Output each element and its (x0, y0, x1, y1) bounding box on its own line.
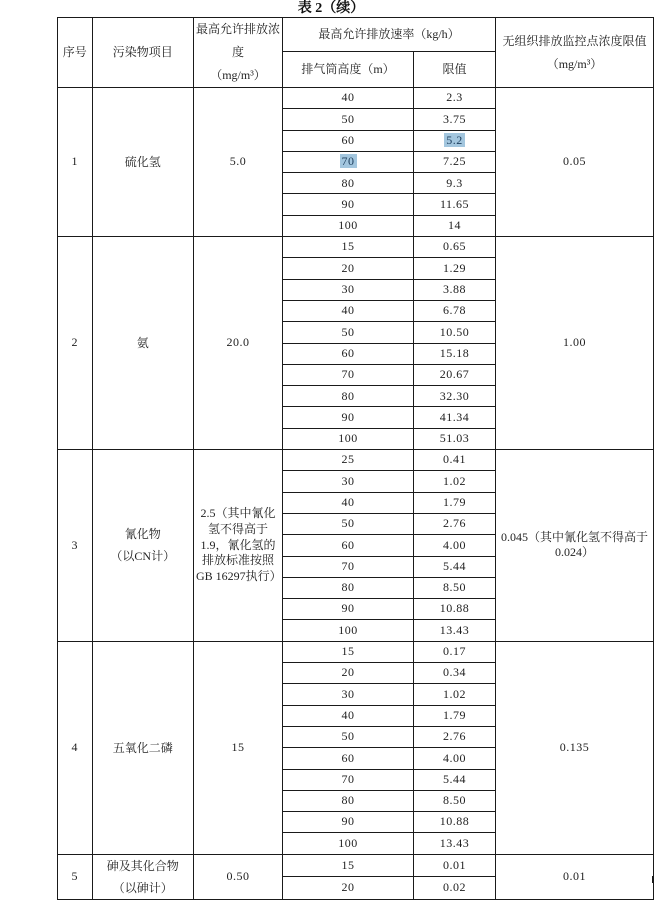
serial-number-cell: 2 (58, 237, 93, 450)
limit-value-cell: 51.03 (414, 428, 496, 449)
table-row (58, 237, 654, 258)
col-header-concentration (194, 18, 283, 88)
table-row (58, 854, 654, 877)
table-grid-line (495, 876, 496, 884)
stack-height-cell: 100 (283, 428, 414, 449)
col-header-pollutant: 污染物项目 (92, 18, 194, 88)
stack-height-cell: 15 (283, 641, 414, 662)
selection-highlight: 70 (341, 154, 355, 169)
stack-height-cell: 40 (283, 300, 414, 321)
stack-height-cell: 100 (283, 215, 414, 236)
col-header-rate-group: 最高允许排放速率（kg/h） (283, 18, 496, 52)
limit-value-cell: 14 (414, 215, 496, 236)
stack-height-cell: 80 (283, 386, 414, 407)
stack-height-cell: 20 (283, 258, 414, 279)
limit-value-cell: 11.65 (414, 194, 496, 215)
serial-number-cell: 3 (58, 450, 93, 642)
max-concentration-cell: 20.0 (194, 237, 283, 450)
stack-height-cell: 70 (283, 364, 414, 385)
table-row (58, 88, 654, 109)
limit-value-cell: 10.88 (414, 599, 496, 620)
stack-height-cell: 60 (283, 343, 414, 364)
stack-height-cell: 30 (283, 684, 414, 705)
stack-height-cell: 40 (283, 492, 414, 513)
pollutant-name-line: 氰化物 (124, 527, 161, 542)
fugitive-limit-cell: 1.00 (496, 237, 654, 450)
limit-value-cell: 1.79 (414, 705, 496, 726)
limit-value-cell: 15.18 (414, 343, 496, 364)
limit-value-cell: 3.75 (414, 109, 496, 130)
pollutant-name-line: 五氧化二磷 (112, 740, 173, 755)
limit-value-cell: 7.25 (414, 151, 496, 172)
stack-height-cell: 100 (283, 833, 414, 854)
pollutant-name-line: 砷及其化合物 (106, 858, 179, 873)
stack-height-cell: 50 (283, 322, 414, 343)
limit-value-cell: 32.30 (414, 386, 496, 407)
stack-height-cell: 90 (283, 194, 414, 215)
stack-height-cell: 80 (283, 577, 414, 598)
max-concentration-cell: 5.0 (194, 88, 283, 237)
stack-height-cell: 40 (283, 88, 414, 109)
stack-height-cell: 60 (283, 535, 414, 556)
limit-value-cell: 2.3 (414, 88, 496, 109)
stack-height-cell: 30 (283, 279, 414, 300)
limit-value-cell: 1.29 (414, 258, 496, 279)
limit-value-cell: 20.67 (414, 364, 496, 385)
stack-height-cell: 80 (283, 790, 414, 811)
col-header-fugitive-line2: （mg/m³） (546, 56, 603, 71)
limit-value-cell: 0.17 (414, 641, 496, 662)
stack-height-cell: 25 (283, 450, 414, 471)
stack-height-cell: 90 (283, 812, 414, 833)
pollutant-name-line: （以砷计） (112, 880, 173, 895)
stack-height-cell: 20 (283, 663, 414, 684)
col-header-serial: 序号 (58, 18, 93, 88)
header-row-1 (58, 18, 654, 52)
limit-value-cell: 0.01 (414, 854, 496, 877)
limit-value-cell: 2.76 (414, 726, 496, 747)
limit-value-cell: 10.50 (414, 322, 496, 343)
table-grid-line (652, 876, 653, 884)
limit-value-cell: 8.50 (414, 577, 496, 598)
stack-height-cell: 40 (283, 705, 414, 726)
emission-limits-table (57, 17, 654, 900)
limit-value-cell: 3.88 (414, 279, 496, 300)
limit-value-cell: 1.02 (414, 684, 496, 705)
stack-height-cell: 30 (283, 471, 414, 492)
col-header-concentration-line2: （mg/m³） (210, 68, 266, 82)
limit-value-cell: 6.78 (414, 300, 496, 321)
limit-value-cell: 41.34 (414, 407, 496, 428)
page-title: 表 2（续） (297, 1, 365, 16)
col-header-fugitive-line1: 无组织排放监控点浓度限值 (502, 33, 647, 48)
col-header-stack-height: 排气筒高度（m） (283, 52, 414, 88)
table-body (58, 88, 654, 900)
stack-height-cell: 20 (283, 877, 414, 900)
limit-value-cell: 1.79 (414, 492, 496, 513)
pollutant-name-cell (92, 450, 194, 642)
col-header-concentration-line1: 最高允许排放浓度 (196, 22, 281, 59)
stack-height-cell: 100 (283, 620, 414, 641)
pollutant-name-cell (92, 641, 194, 854)
stack-height-cell: 90 (283, 599, 414, 620)
limit-value-cell: 0.34 (414, 663, 496, 684)
stack-height-cell: 60 (283, 130, 414, 151)
stack-height-cell: 70 (283, 769, 414, 790)
stack-height-cell: 60 (283, 748, 414, 769)
table-grid-line (57, 876, 58, 884)
fugitive-limit-cell: 0.05 (496, 88, 654, 237)
limit-value-cell: 9.3 (414, 173, 496, 194)
pollutant-name-line: 氨 (136, 336, 149, 351)
stack-height-cell: 70 (283, 556, 414, 577)
stack-height-cell: 90 (283, 407, 414, 428)
max-concentration-cell: 0.50 (194, 854, 283, 899)
max-concentration-cell: 15 (194, 641, 283, 854)
selection-highlight: 5.2 (446, 132, 463, 147)
table-row (58, 641, 654, 662)
limit-value-cell: 13.43 (414, 620, 496, 641)
limit-value-cell: 0.02 (414, 877, 496, 900)
pollutant-name-line: （以CN计） (110, 549, 176, 564)
max-concentration-cell: 2.5（其中氰化氢不得高于1.9，氰化氢的排放标准按照GB 16297执行） (194, 450, 283, 642)
limit-value-cell: 0.65 (414, 237, 496, 258)
limit-value-cell: 5.44 (414, 769, 496, 790)
pollutant-name-cell (92, 237, 194, 450)
limit-value-cell: 8.50 (414, 790, 496, 811)
limit-value-cell: 5.44 (414, 556, 496, 577)
table-grid-line (193, 876, 194, 884)
stack-height-cell: 50 (283, 726, 414, 747)
table-grid-line (413, 876, 414, 884)
limit-value-cell: 10.88 (414, 812, 496, 833)
serial-number-cell: 1 (58, 88, 93, 237)
fugitive-limit-cell: 0.01 (496, 854, 654, 899)
pollutant-name-cell (92, 88, 194, 237)
fugitive-limit-cell: 0.045（其中氰化氢不得高于 0.024） (496, 450, 654, 642)
limit-value-cell: 4.00 (414, 535, 496, 556)
limit-value-cell: 2.76 (414, 513, 496, 534)
stack-height-cell (283, 151, 414, 172)
col-header-fugitive (496, 18, 654, 88)
serial-number-cell: 5 (58, 854, 93, 899)
stack-height-cell: 50 (283, 513, 414, 534)
serial-number-cell: 4 (58, 641, 93, 854)
fugitive-limit-cell: 0.135 (496, 641, 654, 854)
limit-value-cell: 0.41 (414, 450, 496, 471)
table-continuation-stubs (57, 876, 653, 884)
table-row (58, 450, 654, 471)
col-header-limit: 限值 (414, 52, 496, 88)
stack-height-cell: 80 (283, 173, 414, 194)
stack-height-cell: 15 (283, 237, 414, 258)
limit-value-cell: 4.00 (414, 748, 496, 769)
table-grid-line (92, 876, 93, 884)
stack-height-cell: 15 (283, 854, 414, 877)
limit-value-cell: 13.43 (414, 833, 496, 854)
stack-height-cell: 50 (283, 109, 414, 130)
pollutant-name-line: 硫化氢 (124, 155, 161, 170)
limit-value-cell (414, 130, 496, 151)
limit-value-cell: 1.02 (414, 471, 496, 492)
table-grid-line (282, 876, 283, 884)
